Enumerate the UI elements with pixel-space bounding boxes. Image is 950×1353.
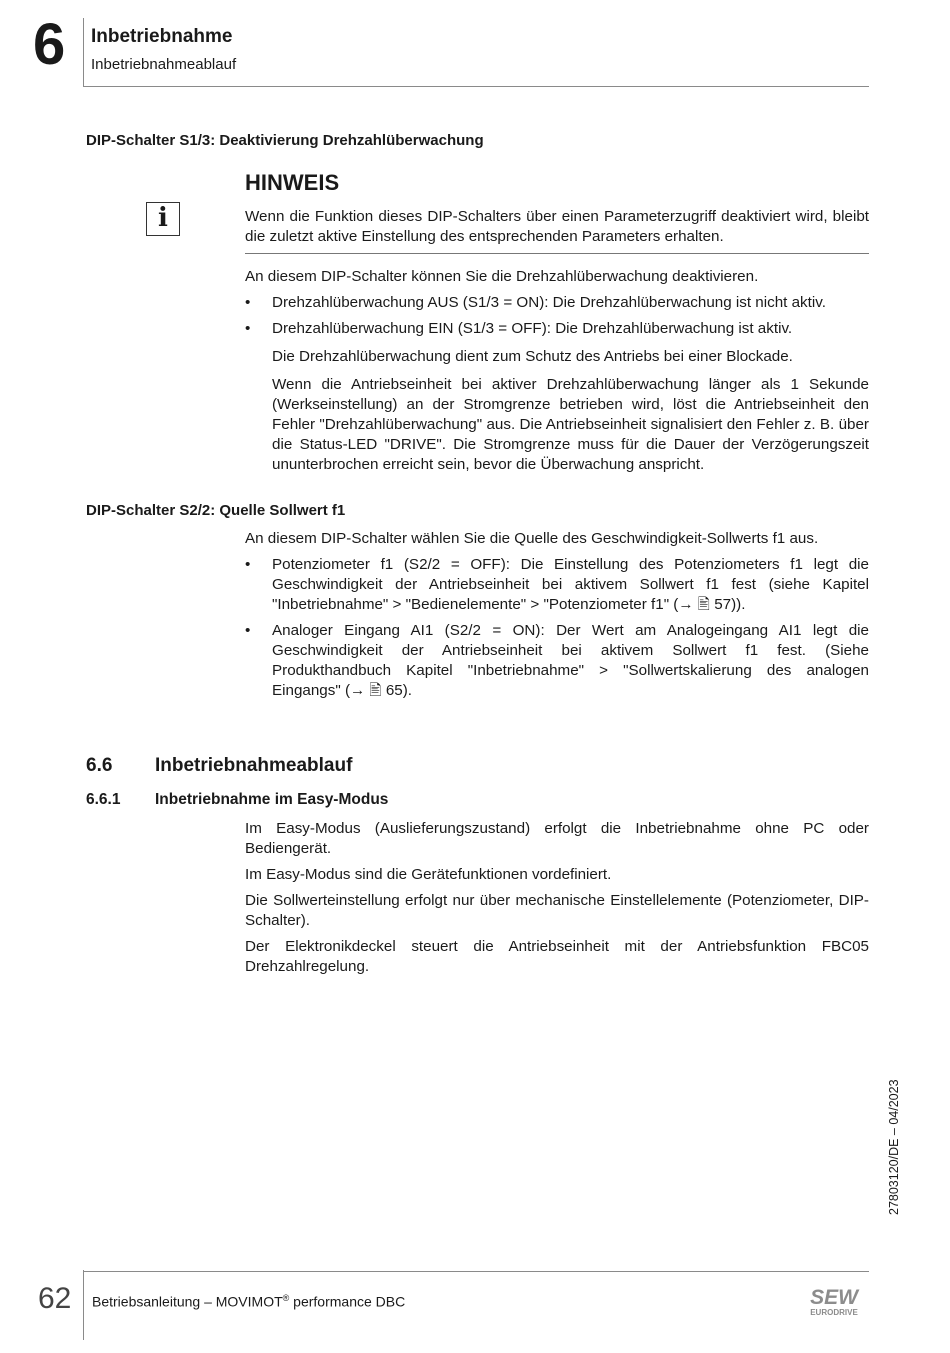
section-title-6-6: Inbetriebnahmeablauf bbox=[155, 755, 353, 776]
s13-bullet-1: Drehzahlüberwachung AUS (S1/3 = ON): Die Drehzahlüberwachung ist nicht aktiv. bbox=[272, 294, 826, 311]
bullet-icon: • bbox=[245, 622, 251, 639]
section-661-body bbox=[245, 819, 869, 977]
s13-intro: An diesem DIP-Schalter können Sie die Drehzahlüberwachung deaktivieren. bbox=[245, 268, 759, 285]
list-item bbox=[245, 319, 869, 339]
logo-top-text: SEW bbox=[810, 1286, 858, 1309]
bullet-icon: • bbox=[245, 320, 251, 337]
notice-paragraph: Wenn die Funktion dieses DIP-Schalters über einen Parameterzugriff deaktiviert wird, bleibt die zuletzt aktive Einstellung des entsprechenden Parameters erhalten. bbox=[245, 208, 869, 245]
section-heading-s22: DIP-Schalter S2/2: Quelle Sollwert f1 bbox=[86, 502, 346, 519]
footer-title-suffix: performance DBC bbox=[289, 1293, 406, 1310]
footer-divider-horizontal bbox=[83, 1271, 869, 1272]
section-heading-s13: DIP-Schalter S1/3: Deaktivierung Drehzahlüberwachung bbox=[86, 132, 484, 149]
s661-para-2: Im Easy-Modus sind die Gerätefunktionen vordefiniert. bbox=[245, 866, 612, 883]
info-icon bbox=[146, 202, 180, 236]
s661-para-4: Der Elektronikdeckel steuert die Antriebseinheit mit der Antriebsfunktion FBC05 Drehzahlregelung. bbox=[245, 938, 869, 975]
list-item bbox=[245, 555, 869, 615]
header-divider-horizontal bbox=[83, 86, 869, 87]
footer-title bbox=[92, 1293, 405, 1310]
s22-bullet-1: Potenziometer f1 (S2/2 = OFF): Die Einstellung des Potenziometers f1 legt die Geschwindigkeit der Antriebseinheit bei aktivem Sollwert f1 fest (siehe Kapitel "Inbetriebnahme" > "Bedienelemente" > "Potenziometer f1" (→ 🖹 57)). bbox=[272, 556, 869, 613]
bullet-icon: • bbox=[245, 294, 251, 311]
section-title-6-6-1: Inbetriebnahme im Easy-Modus bbox=[155, 791, 389, 808]
bullet-icon: • bbox=[245, 556, 251, 573]
s13-bullet-continuation bbox=[245, 347, 869, 475]
list-item bbox=[245, 621, 869, 701]
section-number-6-6: 6.6 bbox=[86, 755, 113, 776]
logo-bottom-text: EURODRIVE bbox=[810, 1308, 858, 1317]
s661-para-3: Die Sollwerteinstellung erfolgt nur über mechanische Einstellelemente (Potenziometer, DIP-Schalter). bbox=[245, 892, 869, 929]
chapter-title: Inbetriebnahme bbox=[91, 26, 233, 47]
footer-title-prefix: Betriebsanleitung – MOVIMOT bbox=[92, 1293, 283, 1310]
document-code: 27803120/DE – 04/2023 bbox=[887, 1079, 901, 1215]
section-s13-body bbox=[245, 267, 869, 475]
notice-text bbox=[245, 207, 869, 247]
info-glyph: i bbox=[158, 203, 168, 233]
chapter-number: 6 bbox=[33, 12, 66, 77]
footer-divider-vertical bbox=[83, 1270, 84, 1340]
s13-para-1: Die Drehzahlüberwachung dient zum Schutz des Antriebs bei einer Blockade. bbox=[272, 348, 793, 365]
s22-bullet-2: Analoger Eingang AI1 (S2/2 = ON): Der Wert am Analogeingang AI1 legt die Geschwindigkeit der Antriebseinheit bei aktivem Sollwert f1 fest. (Siehe Produkthandbuch Kapitel "Inbetriebnahme" > "Sollwertskalierung des analogen Eingangs" (→ 🖹 65). bbox=[272, 622, 869, 699]
notice-rule bbox=[245, 253, 869, 254]
s13-para-2: Wenn die Antriebseinheit bei aktiver Drehzahlüberwachung länger als 1 Sekunde (Werkseinstellung) an der Stromgrenze betrieben wird, löst die Antriebseinheit den Fehler "Drehzahlüberwachung" aus. Die Antriebseinheit signalisiert den Fehler z. B. über die Status-LED "DRIVE". Die Stromgrenze muss für die Dauer der Verzögerungszeit ununterbrochen erreicht sein, bevor die Überwachung anspricht. bbox=[272, 376, 869, 473]
sew-eurodrive-logo bbox=[799, 1284, 869, 1320]
registered-mark: ® bbox=[282, 1293, 290, 1303]
page-number: 62 bbox=[38, 1282, 72, 1315]
chapter-subtitle: Inbetriebnahmeablauf bbox=[91, 56, 237, 73]
s22-intro: An diesem DIP-Schalter wählen Sie die Quelle des Geschwindigkeit-Sollwerts f1 aus. bbox=[245, 530, 819, 547]
list-item bbox=[245, 293, 869, 313]
s13-bullet-2: Drehzahlüberwachung EIN (S1/3 = OFF): Die Drehzahlüberwachung ist aktiv. bbox=[272, 320, 793, 337]
header-divider-vertical bbox=[83, 18, 84, 87]
notice-title: HINWEIS bbox=[245, 170, 340, 195]
s661-para-1: Im Easy-Modus (Auslieferungszustand) erfolgt die Inbetriebnahme ohne PC oder Bediengerät. bbox=[245, 820, 869, 857]
section-number-6-6-1: 6.6.1 bbox=[86, 791, 121, 808]
section-s22-body bbox=[245, 529, 869, 701]
